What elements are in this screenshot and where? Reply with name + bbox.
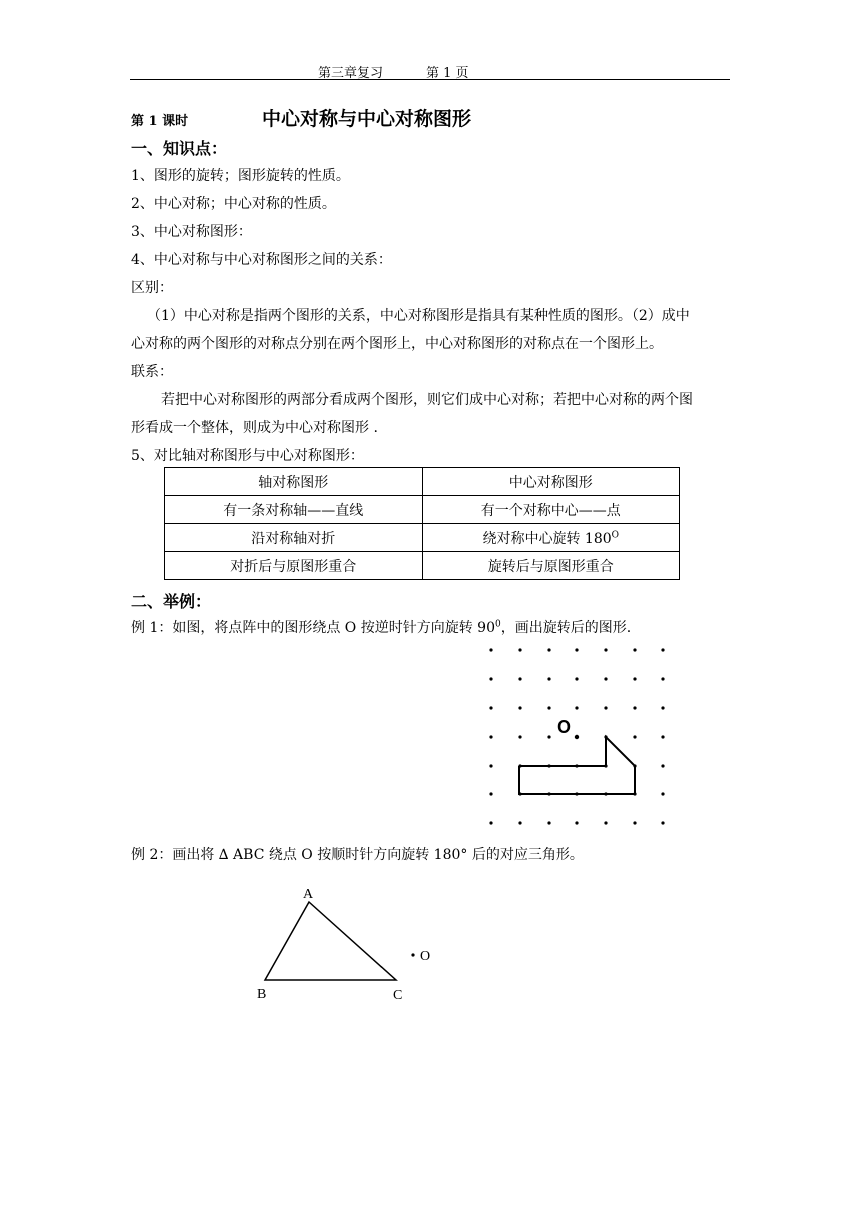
grid-dot	[547, 706, 550, 709]
connection-line-1: 若把中心对称图形的两部分看成两个图形，则它们成中心对称；若把中心对称的两个图	[161, 392, 693, 408]
grid-dot	[661, 677, 664, 680]
grid-dot	[661, 764, 664, 767]
header-rule	[130, 79, 730, 80]
lesson-title: 中心对称与中心对称图形	[262, 108, 472, 130]
table-header-cell: 中心对称图形	[422, 468, 680, 496]
grid-dot	[547, 821, 550, 824]
table-header-row	[165, 468, 680, 496]
grid-dot	[575, 677, 578, 680]
grid-dot	[575, 821, 578, 824]
table-header-cell: 轴对称图形	[165, 468, 423, 496]
grid-dot	[489, 677, 492, 680]
difference-line-1: （1）中心对称是指两个图形的关系，中心对称图形是指具有某种性质的图形。（2）成中	[147, 308, 690, 324]
l-shaped-figure	[519, 737, 635, 794]
table-cell: 旋转后与原图形重合	[422, 552, 680, 580]
grid-dot	[661, 821, 664, 824]
grid-dot	[633, 706, 636, 709]
table-cell: 对折后与原图形重合	[165, 552, 423, 580]
grid-dot	[518, 735, 521, 738]
grid-dot	[633, 735, 636, 738]
table-row	[165, 524, 680, 552]
grid-dot	[575, 648, 578, 651]
grid-dot	[661, 735, 664, 738]
table-row	[165, 496, 680, 524]
knowledge-item-2: 2、中心对称；中心对称的性质。	[131, 196, 336, 212]
grid-dot	[489, 706, 492, 709]
connection-line-2: 形看成一个整体，则成为中心对称图形 .	[131, 420, 378, 436]
grid-dot	[489, 648, 492, 651]
example-2-triangle-figure	[250, 880, 450, 1010]
grid-dot	[547, 735, 550, 738]
table-cell	[422, 524, 680, 552]
point-o	[575, 735, 579, 739]
grid-dot	[604, 821, 607, 824]
grid-dot	[633, 648, 636, 651]
vertex-a-label: A	[303, 887, 314, 902]
table-cell: 沿对称轴对折	[165, 524, 423, 552]
grid-dot	[604, 648, 607, 651]
rotation-degree-text: 绕对称中心旋转 180	[482, 530, 612, 547]
point-o-label: O	[557, 717, 572, 737]
knowledge-item-1: 1、图形的旋转；图形旋转的性质。	[131, 168, 350, 184]
center-o-label: O	[420, 949, 431, 964]
comparison-table	[164, 467, 680, 580]
degree-mark: O	[611, 529, 620, 540]
triangle-abc	[265, 902, 396, 980]
grid-dot	[518, 706, 521, 709]
difference-line-2: 心对称的两个图形的对称点分别在两个图形上，中心对称图形的对称点在一个图形上。	[131, 336, 663, 352]
vertex-c-label: C	[393, 988, 403, 1003]
table-row	[165, 552, 680, 580]
connection-label: 联系：	[131, 364, 173, 380]
grid-dot	[489, 792, 492, 795]
section-knowledge-heading: 一、知识点：	[131, 139, 228, 158]
grid-dot	[489, 821, 492, 824]
header-chapter: 第三章复习	[318, 66, 384, 81]
knowledge-item-5: 5、对比轴对称图形与中心对称图形：	[131, 448, 364, 464]
lesson-number: 第 1 课时	[131, 114, 189, 129]
section-examples-heading: 二、举例：	[131, 592, 212, 611]
grid-dot	[518, 648, 521, 651]
center-o-point	[411, 953, 414, 956]
difference-label: 区别：	[131, 280, 173, 296]
grid-dot	[547, 648, 550, 651]
grid-dot	[661, 648, 664, 651]
grid-dot	[489, 735, 492, 738]
example-2-text: 例 2：画出将 ∆ ABC 绕点 O 按顺时针方向旋转 180° 后的对应三角形。	[131, 847, 584, 863]
knowledge-item-3: 3、中心对称图形：	[131, 224, 252, 240]
grid-dot	[633, 821, 636, 824]
grid-dot	[575, 706, 578, 709]
grid-dot	[518, 821, 521, 824]
grid-dot	[604, 706, 607, 709]
grid-dot	[518, 677, 521, 680]
knowledge-item-4: 4、中心对称与中心对称图形之间的关系：	[131, 252, 392, 268]
header-page-number: 第 1 页	[426, 66, 469, 81]
grid-dot	[661, 706, 664, 709]
grid-dot	[489, 764, 492, 767]
table-cell: 有一个对称中心——点	[422, 496, 680, 524]
grid-dot	[661, 792, 664, 795]
grid-dot	[604, 677, 607, 680]
example-1-dot-grid-figure	[480, 640, 680, 830]
example-1-text: 例 1：如图，将点阵中的图形绕点 O 按逆时针方向旋转 $90^0$，画出旋转后的图形.	[131, 619, 632, 636]
table-cell: 有一条对称轴——直线	[165, 496, 423, 524]
grid-dot	[547, 677, 550, 680]
vertex-b-label: B	[257, 987, 267, 1002]
grid-dot	[633, 677, 636, 680]
